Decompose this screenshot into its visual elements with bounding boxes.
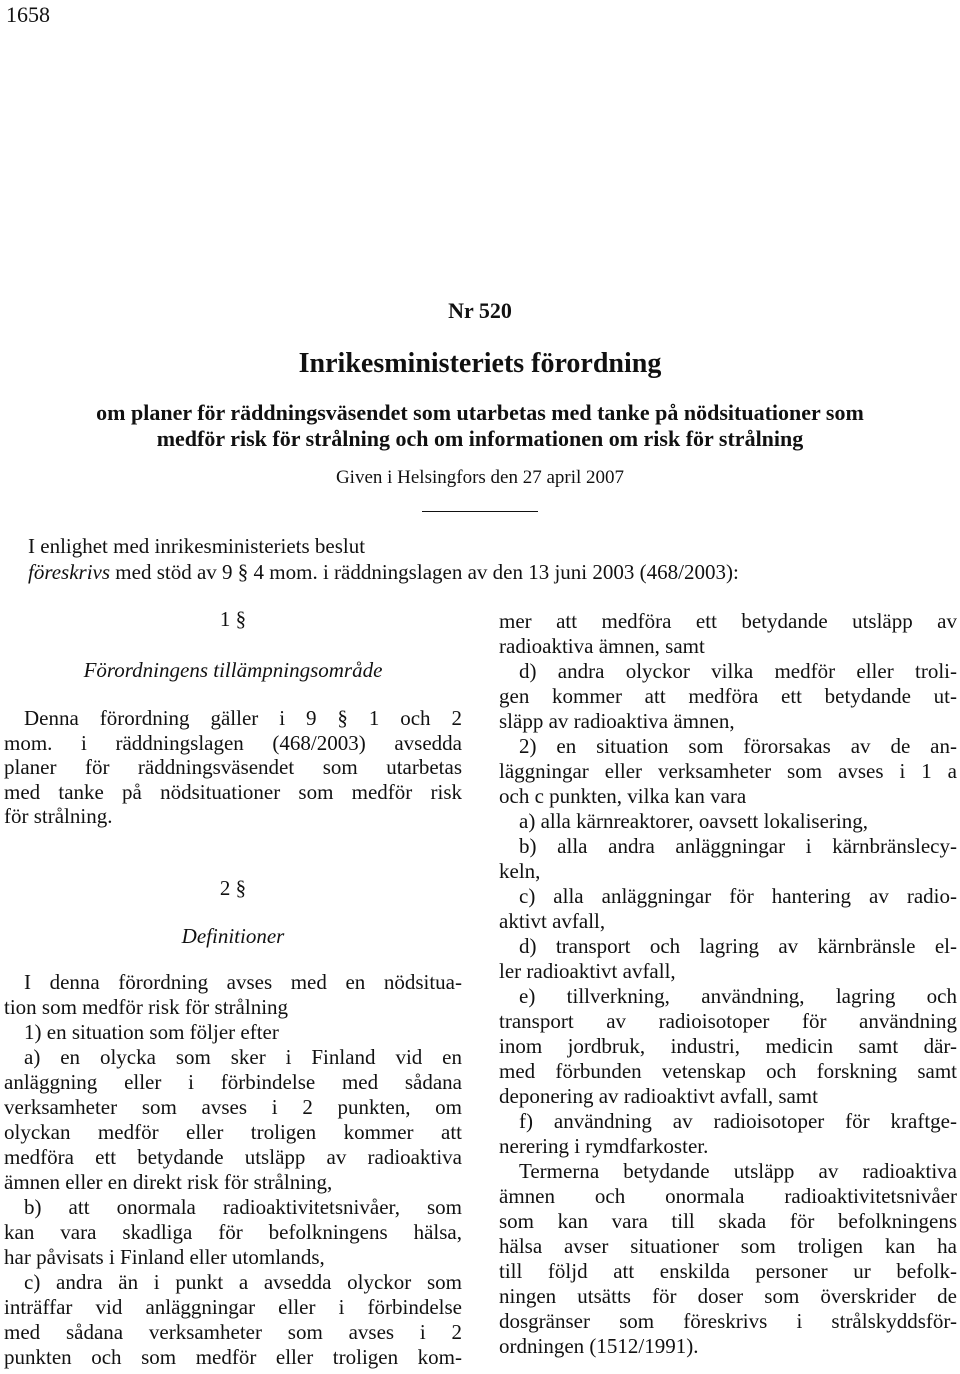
section-2-line: c) andra än i punkt a avsedda olyckor som: [24, 1270, 462, 1294]
section-2-line: ämnen eller en direkt risk för strålning,: [4, 1170, 333, 1194]
preamble-rest: med stöd av 9 § 4 mom. i räddningslagen av den 13 juni 2003 (468/2003):: [110, 560, 739, 584]
right-line: till följd att enskilda personer ur befolk-: [499, 1259, 957, 1283]
section-2-line: inträffar vid anläggningar eller i förbindelse: [4, 1295, 462, 1319]
right-line: f) användning av radioisotoper för kraftge-: [519, 1109, 957, 1133]
right-line: ningen utsätts för doser som överskrider de: [499, 1284, 957, 1308]
section-1-heading: Förordningens tillämpningsområde: [83, 658, 383, 682]
section-1-line: planer för räddningsväsendet som utarbetas: [4, 755, 462, 779]
right-line: dosgränser som föreskrivs i strålskyddsför-: [499, 1309, 957, 1333]
right-line: Termerna betydande utsläpp av radioaktiva: [519, 1159, 957, 1183]
right-line: mer att medföra ett betydande utsläpp av: [499, 609, 957, 633]
right-line: deponering av radioaktivt avfall, samt: [499, 1084, 818, 1108]
right-line: läggningar eller verksamheter som avses i 1 a: [499, 759, 957, 783]
statute-number: Nr 520: [448, 298, 512, 323]
right-line: aktivt avfall,: [499, 909, 606, 933]
section-2-line: har påvisats i Finland eller utomlands,: [4, 1245, 325, 1269]
right-line: hälsa avser situationer som troligen kan ha: [499, 1234, 957, 1258]
right-line: med förbunden vetenskap och forskning samt: [499, 1059, 957, 1083]
preamble: [28, 533, 948, 585]
right-line: ler radioaktivt avfall,: [499, 959, 676, 983]
section-2-line: b) att onormala radioaktivitetsnivåer, som: [24, 1195, 462, 1219]
section-2-line: anläggning eller i förbindelse med sådana: [4, 1070, 462, 1094]
section-2-line: I denna förordning avses med en nödsitua-: [24, 970, 462, 994]
right-line: ämnen och onormala radioaktivitetsnivåer: [499, 1184, 957, 1208]
right-line: ordningen (1512/1991).: [499, 1334, 699, 1358]
right-line: keln,: [499, 859, 541, 883]
right-line: nerering i rymdfarkoster.: [499, 1134, 709, 1158]
right-line: och c punkten, vilka kan vara: [499, 784, 747, 808]
section-2-line: 1) en situation som följer efter: [24, 1020, 279, 1044]
section-2-line: olyckan medför eller troligen kommer att: [4, 1120, 462, 1144]
document-title: Inrikesministeriets förordning: [298, 348, 662, 379]
document-subtitle: [4, 400, 956, 452]
preamble-line: [28, 559, 948, 585]
preamble-italic-word: föreskrivs: [28, 560, 111, 584]
right-line: 2) en situation som förorsakas av de an-: [519, 734, 957, 758]
right-line: släpp av radioaktiva ämnen,: [499, 709, 735, 733]
given-date-line: Given i Helsingfors den 27 april 2007: [335, 467, 625, 488]
right-line: e) tillverkning, användning, lagring och: [519, 984, 957, 1008]
right-line: a) alla kärnreaktorer, oavsett lokalisering,: [519, 809, 869, 833]
right-line: d) transport och lagring av kärnbränsle el-: [519, 934, 957, 958]
section-2-line: med sådana verksamheter som avses i 2: [4, 1320, 462, 1344]
right-line: inom jordbruk, industri, medicin samt där-: [499, 1034, 957, 1058]
section-1-line: mom. i räddningslagen (468/2003) avsedda: [4, 731, 462, 755]
right-line: som kan vara till skada för befolkningens: [499, 1209, 957, 1233]
section-2-line: a) en olycka som sker i Finland vid en: [24, 1045, 462, 1069]
right-line: d) andra olyckor vilka medför eller troli-: [519, 659, 957, 683]
right-line: c) alla anläggningar för hantering av radio-: [519, 884, 957, 908]
section-2-line: verksamheter som avses i 2 punkten, om: [4, 1095, 462, 1119]
page-number: 1658: [6, 2, 50, 27]
right-line: b) alla andra anläggningar i kärnbränslecy-: [519, 834, 957, 858]
right-line: radioaktiva ämnen, samt: [499, 634, 705, 658]
subtitle-line: medför risk för strålning och om informationen om risk för strålning: [156, 426, 804, 451]
divider-rule: [422, 511, 538, 512]
section-2-line: punkten och som medför eller troligen kom-: [4, 1345, 462, 1369]
section-2-number: 2 §: [219, 876, 247, 900]
section-1-line: för strålning.: [4, 804, 113, 828]
preamble-line: I enlighet med inrikesministeriets beslut: [28, 534, 366, 558]
section-2-heading: Definitioner: [181, 924, 285, 948]
section-1-line: Denna förordning gäller i 9 § 1 och 2: [24, 706, 462, 730]
right-line: transport av radioisotoper för användning: [499, 1009, 957, 1033]
section-2-line: tion som medför risk för strålning: [4, 995, 289, 1019]
section-1-line: med tanke på nödsituationer som medför risk: [4, 780, 462, 804]
section-2-line: medföra ett betydande utsläpp av radioaktiva: [4, 1145, 462, 1169]
section-2-line: kan vara skadliga för befolkningens hälsa,: [4, 1220, 462, 1244]
right-line: gen kommer att medföra ett betydande ut-: [499, 684, 957, 708]
subtitle-line: om planer för räddningsväsendet som utarbetas med tanke på nödsituationer som: [96, 400, 864, 425]
section-1-number: 1 §: [219, 607, 247, 631]
